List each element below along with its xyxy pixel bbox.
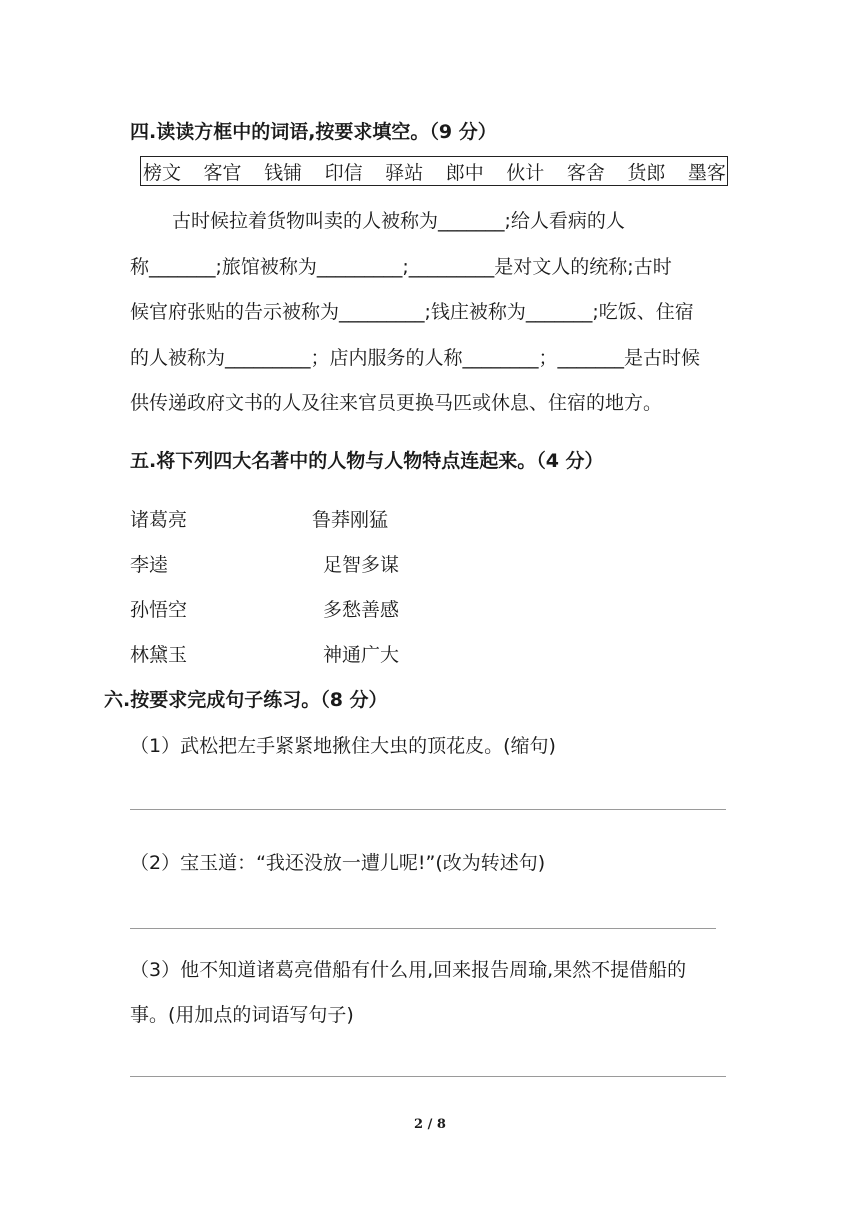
word-box-item: 客舍 (566, 161, 605, 184)
word-box-item: 货郎 (627, 161, 666, 184)
word-box-item: 客官 (203, 161, 242, 184)
word-box-item: 驿站 (385, 161, 424, 184)
word-box-item: 墨客 (687, 161, 726, 184)
fill-line-4: 的人被称为_________；店内服务的人称________；_______是古时候 (130, 347, 701, 369)
answer-line-1[interactable] (130, 809, 726, 810)
page-number: 2 / 8 (414, 1117, 446, 1132)
trait-item: 鲁莽刚猛 (312, 509, 389, 531)
word-box-item: 伙计 (506, 161, 545, 184)
fill-line-2: 称_______;旅馆被称为_________;_________是对文人的统称;古时 (130, 256, 672, 278)
word-box-item: 钱铺 (264, 161, 303, 184)
fill-line-1: 古时候拉着货物叫卖的人被称为_______;给人看病的人 (172, 210, 625, 232)
character-item: 林黛玉 (130, 644, 188, 666)
trait-item: 足智多谋 (323, 554, 400, 576)
character-item: 孙悟空 (130, 599, 188, 621)
answer-line-3[interactable] (130, 1076, 726, 1077)
question-3-line-1: （3）他不知道诸葛亮借船有什么用,回来报告周瑜,果然不提借船的 (130, 959, 687, 981)
word-box-item: 印信 (324, 161, 363, 184)
word-box (140, 156, 728, 186)
fill-line-3: 候官府张贴的告示被称为_________;钱庄被称为_______;吃饭、住宿 (130, 301, 694, 323)
section-6-heading: 六.按要求完成句子练习。（8 分） (104, 689, 388, 711)
question-1: （1）武松把左手紧紧地揪住大虫的顶花皮。(缩句) (130, 735, 556, 757)
character-item: 李逵 (130, 554, 169, 576)
section-5-heading: 五.将下列四大名著中的人物与人物特点连起来。（4 分） (130, 450, 604, 472)
character-item: 诸葛亮 (130, 509, 188, 531)
word-box-item: 榜文 (143, 161, 182, 184)
section-4-heading: 四.读读方框中的词语,按要求填空。（9 分） (130, 121, 497, 143)
trait-item: 神通广大 (323, 644, 400, 666)
fill-line-5: 供传递政府文书的人及往来官员更换马匹或休息、住宿的地方。 (130, 392, 663, 414)
question-3-line-2: 事。(用加点的词语写句子) (130, 1004, 354, 1026)
trait-item: 多愁善感 (323, 599, 400, 621)
answer-line-2[interactable] (130, 928, 716, 929)
word-box-item: 郎中 (445, 161, 484, 184)
question-2: （2）宝玉道：“我还没放一遭儿呢!”(改为转述句) (130, 852, 546, 874)
